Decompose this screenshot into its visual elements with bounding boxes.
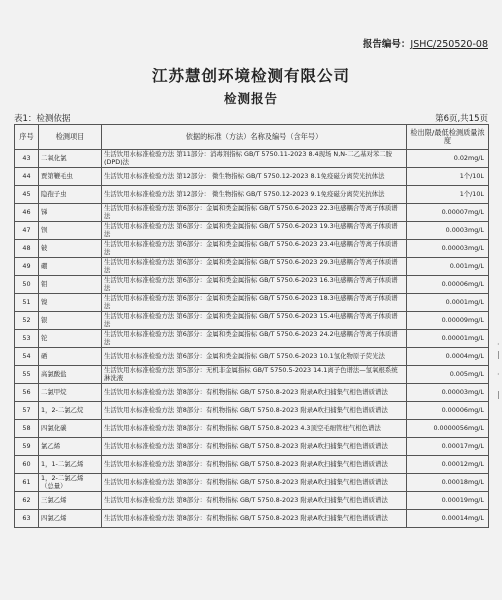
table-row [15, 150, 489, 168]
row-number: 45 [15, 186, 39, 204]
standard-method: 生活饮用水标准检验方法 第8部分：有机物指标 GB/T 5750.8-2023 4.3顶空毛细管柱气相色谱法 [102, 420, 407, 438]
row-number: 54 [15, 348, 39, 366]
table-row [15, 438, 489, 456]
test-item: 三氯乙烯 [39, 492, 102, 510]
margin-binding-mark: · | · | [497, 340, 500, 399]
table-row [15, 510, 489, 528]
table-header-row [15, 125, 489, 150]
detection-limit: 0.00018mg/L [407, 474, 489, 492]
standard-method: 生活饮用水标准检验方法 第6部分：金属和类金属指标 GB/T 5750.6-2023 18.3电感耦合等离子体质谱法 [102, 294, 407, 312]
detection-limit: 0.00007mg/L [407, 204, 489, 222]
test-item: 银 [39, 312, 102, 330]
detection-limit: 0.0003mg/L [407, 222, 489, 240]
test-item: 1，1-二氯乙烯 [39, 456, 102, 474]
row-number: 63 [15, 510, 39, 528]
test-item: 1，2-二氯乙烯 （总量） [39, 474, 102, 492]
standard-method: 生活饮用水标准检验方法 第6部分：金属和类金属指标 GB/T 5750.6-2023 29.3电感耦合等离子体质谱法 [102, 258, 407, 276]
header-item: 检测项目 [39, 125, 102, 150]
row-number: 52 [15, 312, 39, 330]
table-row [15, 330, 489, 348]
header-standard: 依据的标准（方法）名称及编号（含年号） [102, 125, 407, 150]
basis-table [14, 124, 489, 528]
row-number: 53 [15, 330, 39, 348]
company-name: 江苏慧创环境检测有限公司 [151, 67, 350, 85]
detection-limit: 0.00012mg/L [407, 456, 489, 474]
row-number: 59 [15, 438, 39, 456]
test-item: 锑 [39, 204, 102, 222]
header-no: 序号 [15, 125, 39, 150]
standard-method: 生活饮用水标准检验方法 第6部分：金属和类金属指标 GB/T 5750.6-2023 24.2电感耦合等离子体质谱法 [102, 330, 407, 348]
report-number-label: 报告编号： [362, 39, 411, 50]
row-number: 56 [15, 384, 39, 402]
report-number-value: JSHC/250520-08 [410, 39, 488, 50]
table-row [15, 420, 489, 438]
detection-limit: 0.00003mg/L [407, 384, 489, 402]
test-item: 高氯酸盐 [39, 366, 102, 384]
table-row [15, 222, 489, 240]
table-label: 表1：检测依据 [14, 114, 71, 124]
table-row [15, 186, 489, 204]
standard-method: 生活饮用水标准检验方法 第12部分： 微生物指标 GB/T 5750.12-2023 8.1免疫磁分离荧光抗体法 [102, 168, 407, 186]
standard-method: 生活饮用水标准检验方法 第6部分：金属和类金属指标 GB/T 5750.6-2023 23.4电感耦合等离子体质谱法 [102, 240, 407, 258]
row-number: 55 [15, 366, 39, 384]
table-row [15, 348, 489, 366]
standard-method: 生活饮用水标准检验方法 第8部分：有机物指标 GB/T 5750.8-2023 附录A吹扫捕集气相色谱质谱法 [102, 402, 407, 420]
document-title: 检测报告 [223, 91, 278, 106]
standard-method: 生活饮用水标准检验方法 第8部分：有机物指标 GB/T 5750.8-2023 附录A吹扫捕集气相色谱质谱法 [102, 474, 407, 492]
row-number: 44 [15, 168, 39, 186]
standard-method: 生活饮用水标准检验方法 第8部分：有机物指标 GB/T 5750.8-2023 附录A吹扫捕集气相色谱质谱法 [102, 456, 407, 474]
detection-limit: 0.00017mg/L [407, 438, 489, 456]
table-row [15, 276, 489, 294]
detection-limit: 0.001mg/L [407, 258, 489, 276]
standard-method: 生活饮用水标准检验方法 第8部分：有机物指标 GB/T 5750.8-2023 附录A吹扫捕集气相色谱质谱法 [102, 510, 407, 528]
table-row [15, 258, 489, 276]
standard-method: 生活饮用水标准检验方法 第6部分：金属和类金属指标 GB/T 5750.6-2023 15.4电感耦合等离子体质谱法 [102, 312, 407, 330]
row-number: 49 [15, 258, 39, 276]
table-row [15, 366, 489, 384]
detection-limit: 0.00006mg/L [407, 402, 489, 420]
row-number: 43 [15, 150, 39, 168]
test-item: 四氯乙烯 [39, 510, 102, 528]
test-item: 贾第鞭毛虫 [39, 168, 102, 186]
detection-limit: 0.00009mg/L [407, 312, 489, 330]
standard-method: 生活饮用水标准检验方法 第6部分：金属和类金属指标 GB/T 5750.6-2023 10.1氢化物原子荧光法 [102, 348, 407, 366]
detection-limit: 0.00014mg/L [407, 510, 489, 528]
standard-method: 生活饮用水标准检验方法 第5部分：无机非金属指标 GB/T 5750.5-2023 14.1离子色谱法—氢氧根系统淋洗液 [102, 366, 407, 384]
detection-limit: 0.02mg/L [407, 150, 489, 168]
standard-method: 生活饮用水标准检验方法 第8部分：有机物指标 GB/T 5750.8-2023 附录A吹扫捕集气相色谱质谱法 [102, 438, 407, 456]
standard-method: 生活饮用水标准检验方法 第12部分： 微生物指标 GB/T 5750.12-2023 9.1免疫磁分离荧光抗体法 [102, 186, 407, 204]
row-number: 48 [15, 240, 39, 258]
table-row [15, 240, 489, 258]
report-number [363, 36, 488, 50]
test-item: 铍 [39, 240, 102, 258]
test-item: 铊 [39, 330, 102, 348]
test-item: 氯乙烯 [39, 438, 102, 456]
table-row [15, 474, 489, 492]
standard-method: 生活饮用水标准检验方法 第6部分：金属和类金属指标 GB/T 5750.6-2023 22.3电感耦合等离子体质谱法 [102, 204, 407, 222]
standard-method: 生活饮用水标准检验方法 第6部分：金属和类金属指标 GB/T 5750.6-2023 19.3电感耦合等离子体质谱法 [102, 222, 407, 240]
table-row [15, 204, 489, 222]
test-item: 二氧化氯 [39, 150, 102, 168]
table-row [15, 294, 489, 312]
detection-limit: 0.00001mg/L [407, 330, 489, 348]
detection-limit: 0.0001mg/L [407, 294, 489, 312]
table-row [15, 456, 489, 474]
test-item: 1，2-二氯乙烷 [39, 402, 102, 420]
standard-method: 生活饮用水标准检验方法 第11部分：消毒剂指标 GB/T 5750.11-2023 8.4现场 N,N-二乙基对苯二胺(DPD)法 [102, 150, 407, 168]
table-row [15, 312, 489, 330]
detection-limit: 0.0000056mg/L [407, 420, 489, 438]
test-item: 钼 [39, 276, 102, 294]
detection-limit: 0.005mg/L [407, 366, 489, 384]
detection-limit: 1个/10L [407, 168, 489, 186]
test-item: 镍 [39, 294, 102, 312]
table-row [15, 402, 489, 420]
row-number: 60 [15, 456, 39, 474]
table-row [15, 384, 489, 402]
test-item: 硒 [39, 348, 102, 366]
row-number: 57 [15, 402, 39, 420]
row-number: 47 [15, 222, 39, 240]
test-item: 四氯化碳 [39, 420, 102, 438]
detection-limit: 0.0004mg/L [407, 348, 489, 366]
detection-limit: 1个/10L [407, 186, 489, 204]
row-number: 46 [15, 204, 39, 222]
row-number: 50 [15, 276, 39, 294]
detection-limit: 0.00006mg/L [407, 276, 489, 294]
row-number: 61 [15, 474, 39, 492]
standard-method: 生活饮用水标准检验方法 第8部分：有机物指标 GB/T 5750.8-2023 附录A吹扫捕集气相色谱质谱法 [102, 384, 407, 402]
standard-method: 生活饮用水标准检验方法 第6部分：金属和类金属指标 GB/T 5750.6-2023 16.3电感耦合等离子体质谱法 [102, 276, 407, 294]
detection-limit: 0.00003mg/L [407, 240, 489, 258]
standard-method: 生活饮用水标准检验方法 第8部分：有机物指标 GB/T 5750.8-2023 附录A吹扫捕集气相色谱质谱法 [102, 492, 407, 510]
test-item: 硼 [39, 258, 102, 276]
test-item: 钡 [39, 222, 102, 240]
table-row [15, 168, 489, 186]
page-info: 第6页,共15页 [435, 114, 488, 124]
test-item: 二氯甲烷 [39, 384, 102, 402]
table-row [15, 492, 489, 510]
detection-limit: 0.00019mg/L [407, 492, 489, 510]
row-number: 51 [15, 294, 39, 312]
row-number: 62 [15, 492, 39, 510]
header-limit: 检出限/最低检测质量浓度 [407, 125, 489, 150]
test-item: 隐孢子虫 [39, 186, 102, 204]
row-number: 58 [15, 420, 39, 438]
